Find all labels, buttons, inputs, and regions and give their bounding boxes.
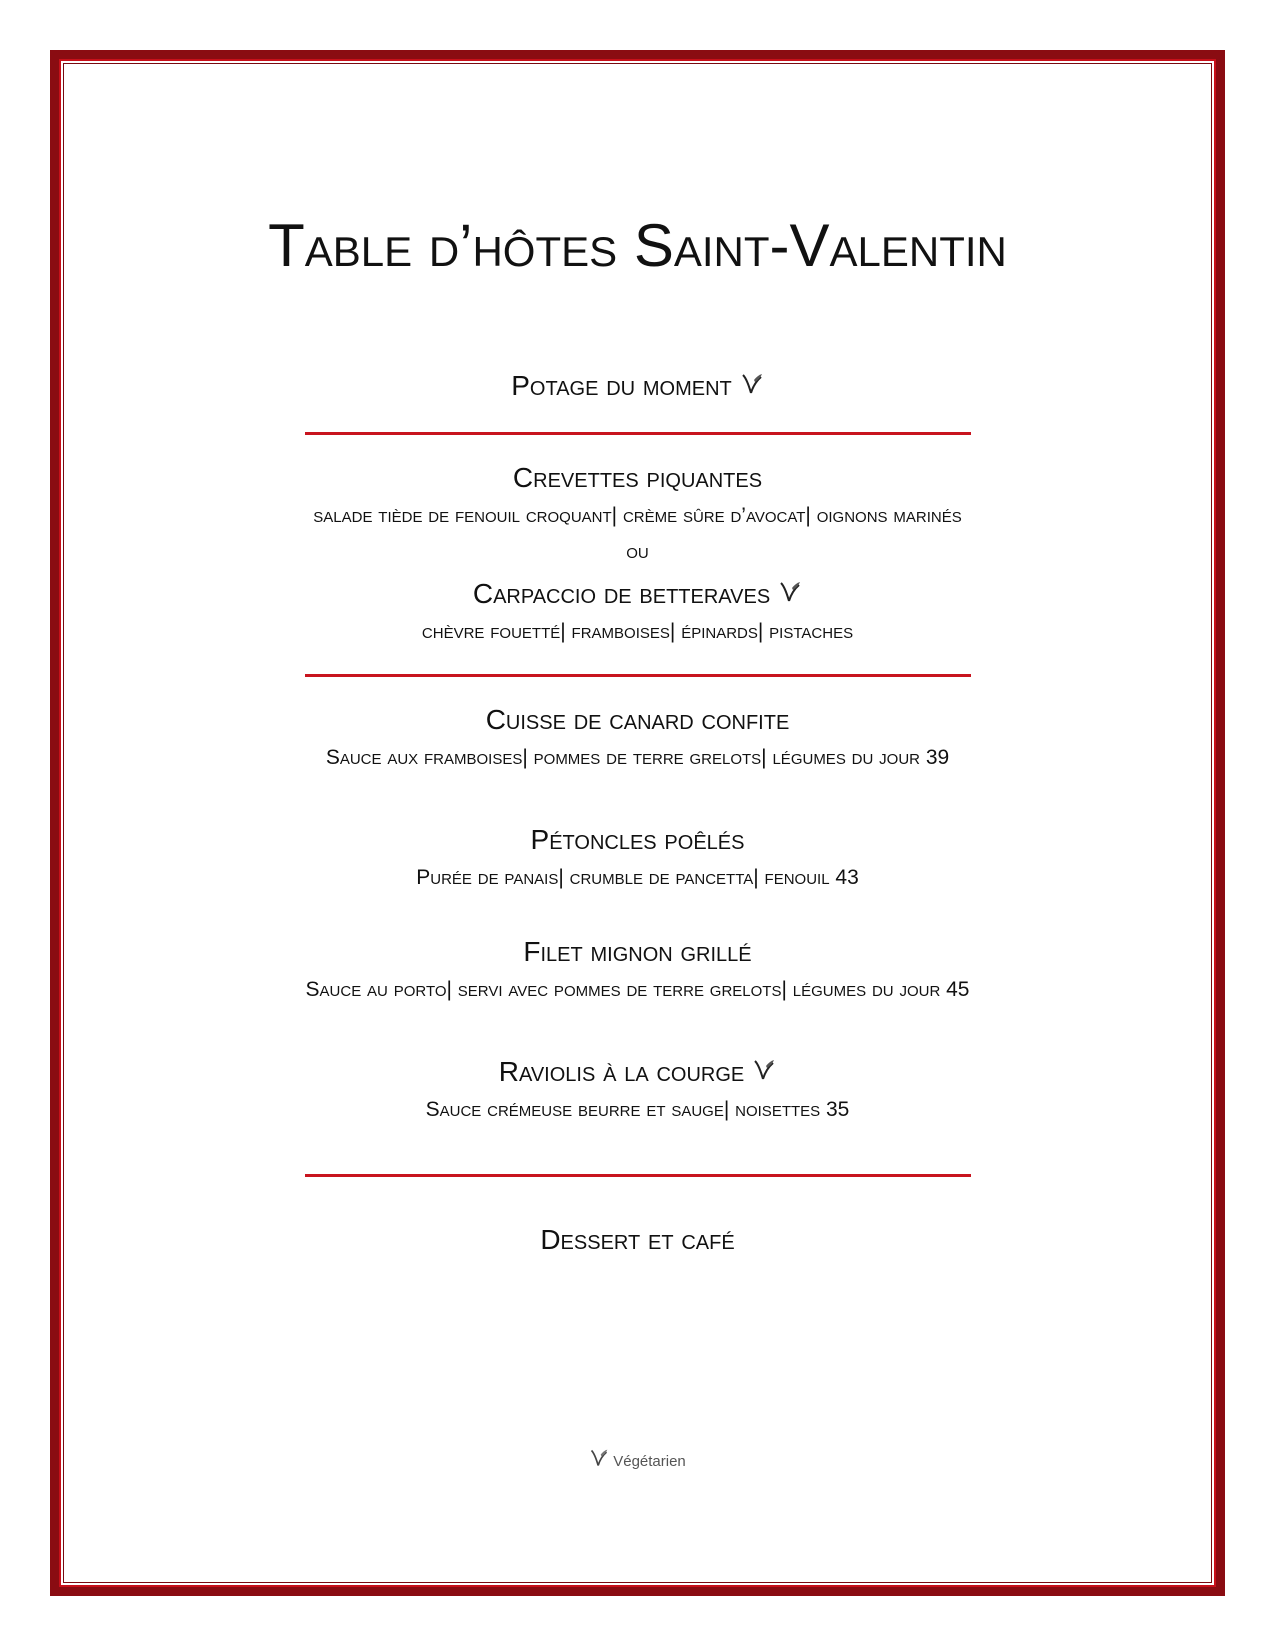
dish-filet-mignon-name: Filet mignon grillé — [523, 936, 752, 967]
dish-canard-name: Cuisse de canard confite — [485, 704, 790, 735]
dish-soup-name: Potage du moment — [511, 370, 732, 401]
dish-soup — [0, 368, 1275, 404]
vegetarian-leaf-icon — [740, 371, 764, 397]
dish-dessert-name: Dessert et café — [540, 1224, 735, 1255]
dish-carpaccio-description: chèvre fouetté| framboises| épinards| pistaches — [421, 620, 854, 643]
vegetarian-legend — [0, 1446, 1275, 1474]
or-separator: ou — [626, 540, 649, 563]
dish-crevettes-name: Crevettes piquantes — [512, 462, 763, 493]
dish-crevettes-description: salade tiède de fenouil croquant| crème sûre d’avocat| oignons marinés — [313, 504, 962, 527]
vegetarian-leaf-icon — [589, 1446, 609, 1470]
section-divider-1 — [305, 432, 971, 435]
section-divider-2 — [305, 674, 971, 677]
section-divider-3 — [305, 1174, 971, 1177]
dish-carpaccio-name: Carpaccio de betteraves — [472, 578, 771, 609]
menu-title: Table d’hôtes Saint-Valentin — [268, 212, 1007, 279]
dish-raviolis-name: Raviolis à la courge — [498, 1056, 745, 1087]
dish-raviolis — [0, 1054, 1275, 1090]
vegetarian-leaf-icon — [752, 1057, 776, 1083]
dish-petoncles-description: Purée de panais| crumble de pancetta| fenouil 43 — [416, 866, 859, 889]
vegetarian-legend-label: Végétarien — [613, 1453, 686, 1470]
dish-filet-mignon-description: Sauce au porto| servi avec pommes de terre grelots| légumes du jour 45 — [305, 978, 970, 1001]
dish-carpaccio — [0, 576, 1275, 612]
dish-canard-description: Sauce aux framboises| pommes de terre grelots| légumes du jour 39 — [325, 746, 950, 769]
vegetarian-leaf-icon — [778, 579, 802, 605]
dish-petoncles-name: Pétoncles poêlés — [530, 824, 745, 855]
dish-raviolis-description: Sauce crémeuse beurre et sauge| noisettes 35 — [425, 1098, 850, 1121]
